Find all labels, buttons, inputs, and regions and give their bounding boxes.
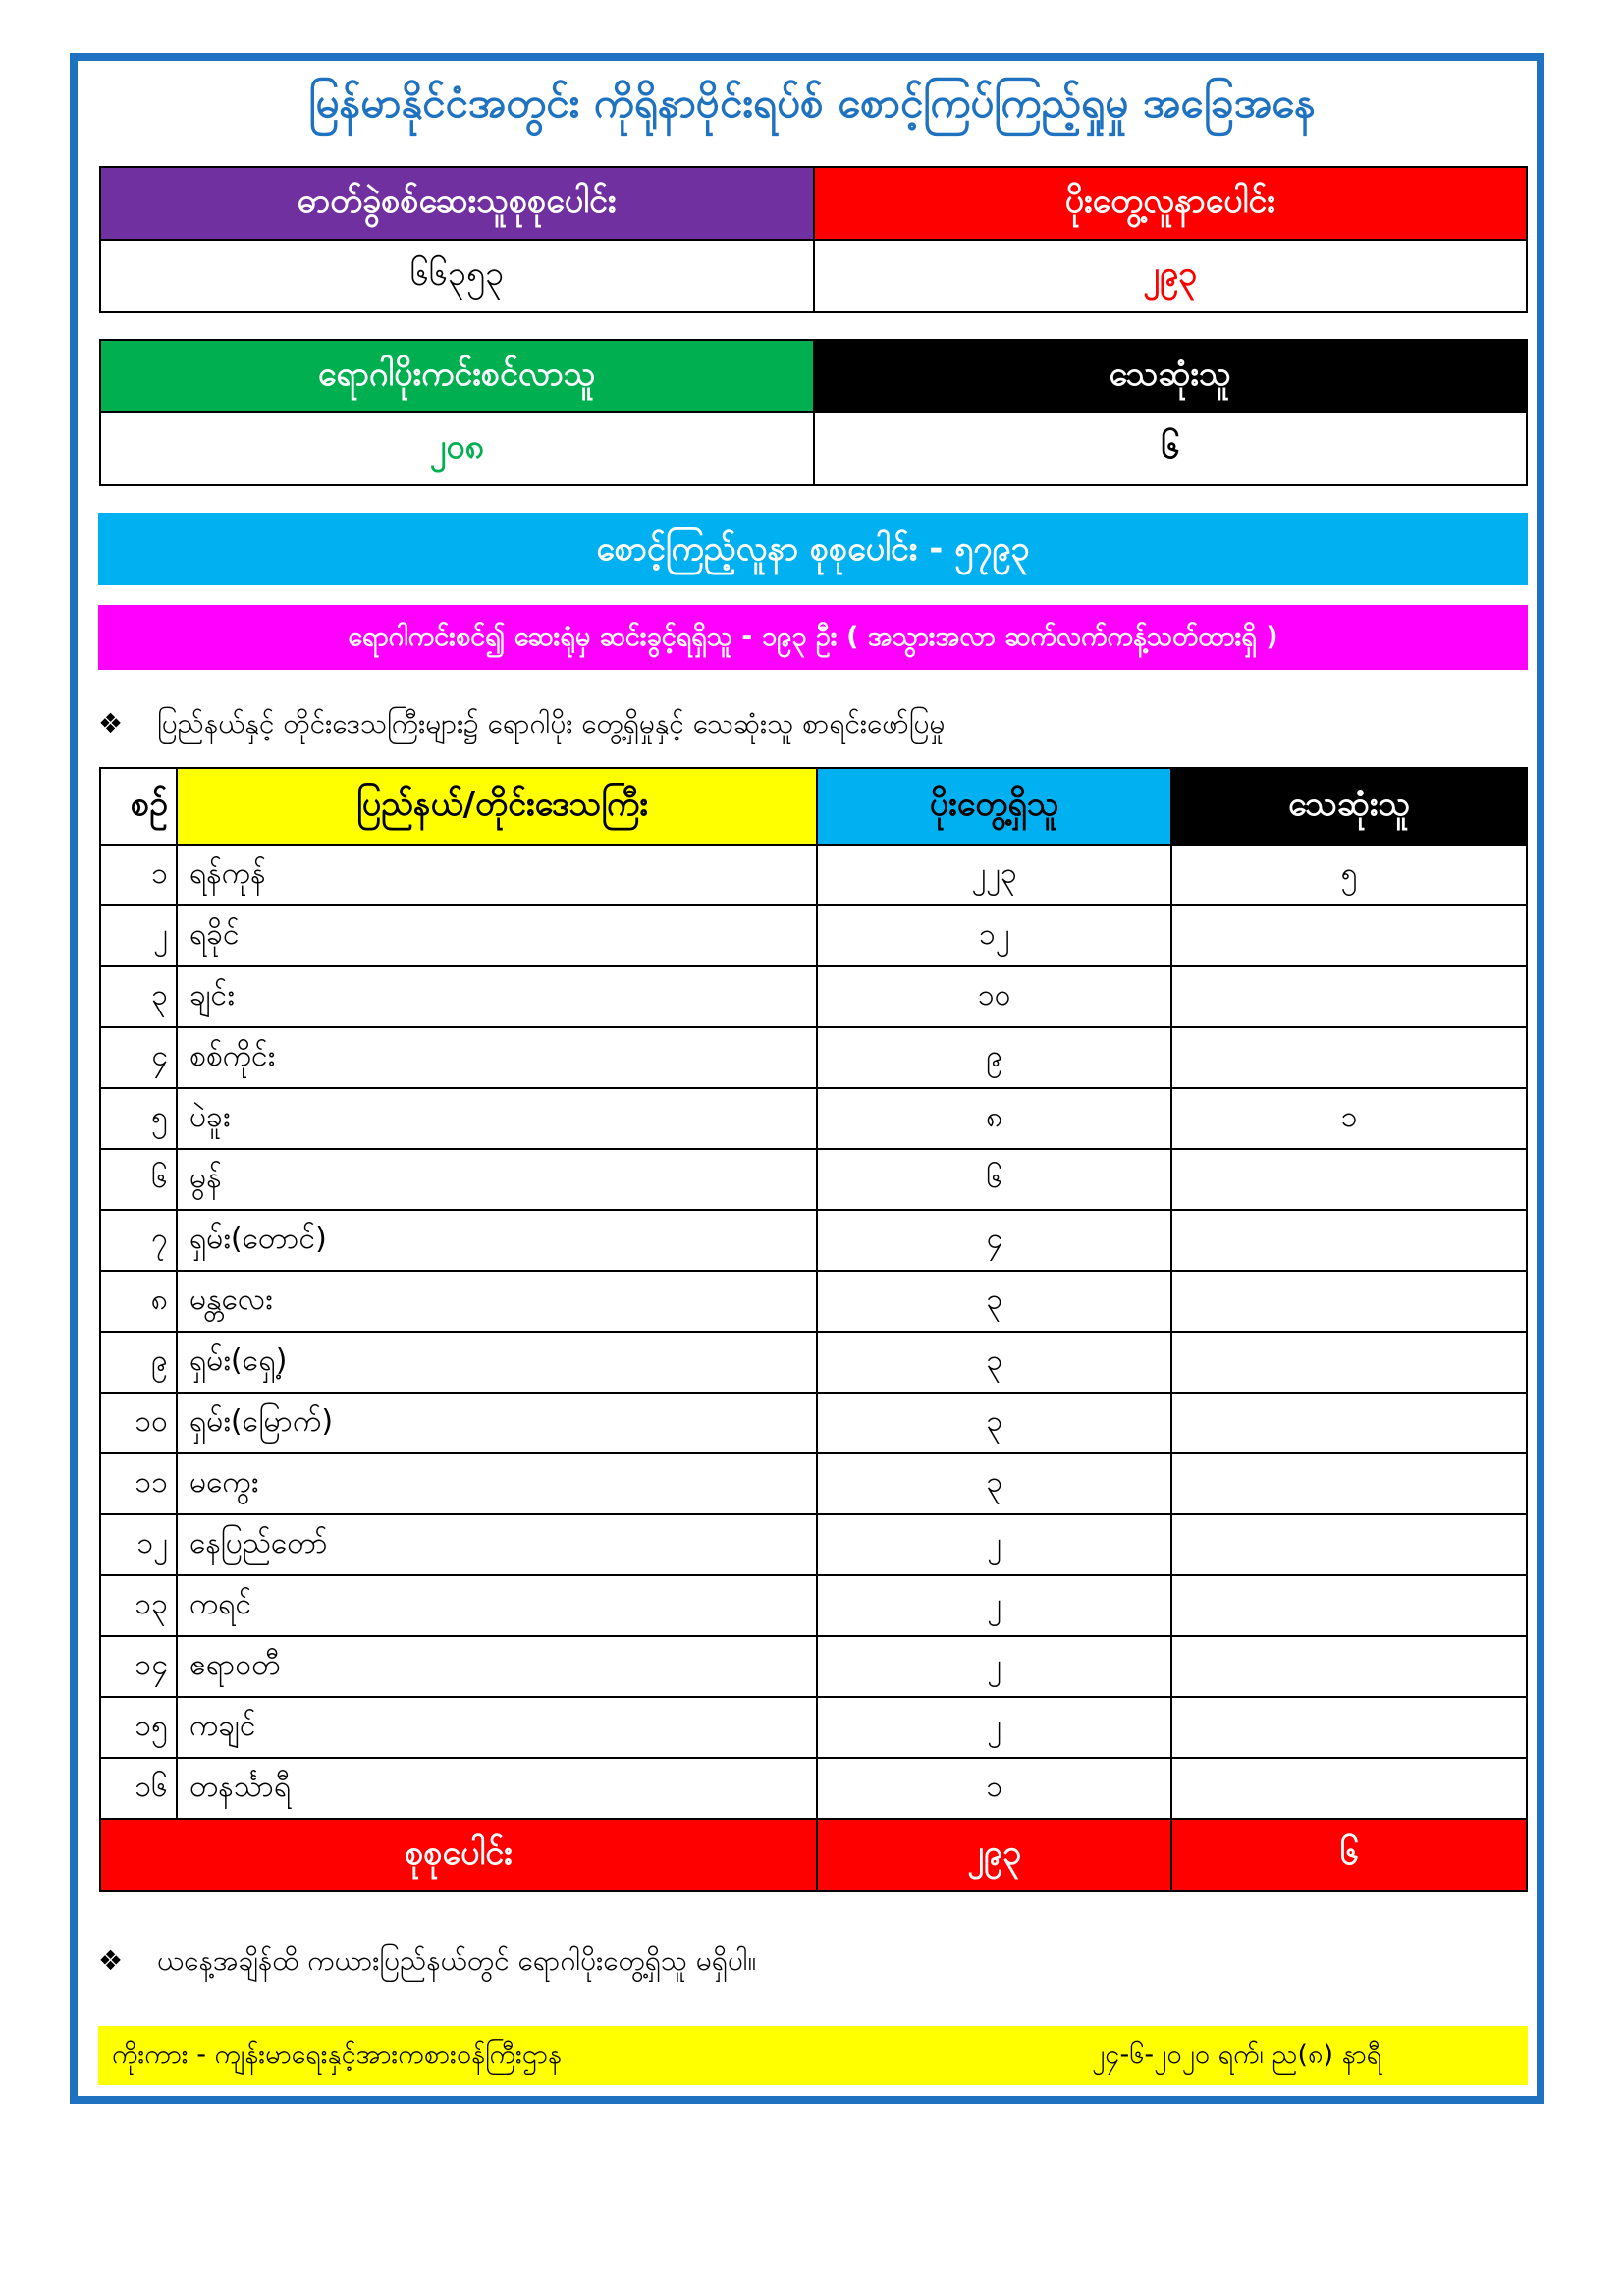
row-region: ဧရာဝတီ xyxy=(177,1636,817,1697)
row-region: ချင်း xyxy=(177,966,817,1027)
row-cases: ၃ xyxy=(817,1393,1171,1453)
bullet-icon: ❖ xyxy=(98,707,124,739)
kayah-note xyxy=(98,1942,756,1984)
row-no: ၁၄ xyxy=(100,1636,177,1697)
row-deaths xyxy=(1171,1271,1527,1332)
row-no: ၂ xyxy=(100,905,177,966)
row-no: ၁၆ xyxy=(100,1758,177,1819)
table-row xyxy=(100,1393,1527,1453)
row-no: ၁၂ xyxy=(100,1514,177,1575)
row-deaths: ၅ xyxy=(1171,845,1527,905)
footer-bar xyxy=(98,2026,1528,2085)
row-no: ၃ xyxy=(100,966,177,1027)
row-deaths xyxy=(1171,1514,1527,1575)
col-no-header: စဉ် xyxy=(100,768,177,845)
confirmed-value: ၂၉၃ xyxy=(814,240,1528,312)
row-no: ၇ xyxy=(100,1210,177,1271)
row-cases: ၁ xyxy=(817,1758,1171,1819)
row-cases: ၂ xyxy=(817,1514,1171,1575)
table-row xyxy=(100,1088,1527,1149)
kayah-note-text: ယနေ့အချိန်ထိ ကယားပြည်နယ်တွင် ရောဂါပိုးတွေ့ရှိသူ မရှိပါ။ xyxy=(157,1944,757,1977)
row-region: ပဲခူး xyxy=(177,1088,817,1149)
row-no: ၆ xyxy=(100,1149,177,1210)
table-row xyxy=(100,1697,1527,1758)
row-no: ၁၁ xyxy=(100,1453,177,1514)
row-deaths xyxy=(1171,905,1527,966)
row-cases: ၂ xyxy=(817,1697,1171,1758)
row-region: ရှမ်း(မြောက်) xyxy=(177,1393,817,1453)
row-no: ၁၀ xyxy=(100,1393,177,1453)
tested-confirmed-table xyxy=(99,166,1528,313)
recovered-label: ရောဂါပိုးကင်းစင်လာသူ xyxy=(100,340,814,412)
page-title: မြန်မာနိုင်ငံအတွင်း ကိုရိုနာဗိုင်းရပ်စ် စောင့်ကြပ်ကြည့်ရှုမှု အခြေအနေ xyxy=(308,79,1316,127)
row-deaths xyxy=(1171,1210,1527,1271)
row-deaths xyxy=(1171,1149,1527,1210)
row-region: စစ်ကိုင်း xyxy=(177,1027,817,1088)
row-no: ၁ xyxy=(100,845,177,905)
row-deaths: ၁ xyxy=(1171,1088,1527,1149)
table-row xyxy=(100,1636,1527,1697)
source-text: ကိုးကား - ကျန်းမာရေးနှင့်အားကစားဝန်ကြီးဌာန xyxy=(112,2040,562,2070)
row-no: ၈ xyxy=(100,1271,177,1332)
row-region: ရန်ကုန် xyxy=(177,845,817,905)
row-cases: ၆ xyxy=(817,1149,1171,1210)
row-region: ရှမ်း(တောင်) xyxy=(177,1210,817,1271)
row-cases: ၃ xyxy=(817,1332,1171,1393)
row-deaths xyxy=(1171,1393,1527,1453)
table-row xyxy=(100,1758,1527,1819)
table-row xyxy=(100,966,1527,1027)
row-region: ကရင် xyxy=(177,1575,817,1636)
row-cases: ၄ xyxy=(817,1210,1171,1271)
tested-value: ၆၆၃၅၃ xyxy=(100,240,814,312)
table-row xyxy=(100,1271,1527,1332)
row-cases: ၁၂ xyxy=(817,905,1171,966)
row-deaths xyxy=(1171,966,1527,1027)
monitoring-banner: စောင့်ကြည့်လူနာ စုစုပေါင်း - ၅၇၉၃ xyxy=(98,513,1528,585)
table-row xyxy=(100,1149,1527,1210)
table-row xyxy=(100,1575,1527,1636)
row-cases: ၈ xyxy=(817,1088,1171,1149)
discharged-banner: ရောဂါကင်းစင်၍ ဆေးရုံမှ ဆင်းခွင့်ရရှိသူ - ၁၉၃ ဦး ( အသွားအလာ ဆက်လက်ကန့်သတ်ထားရှိ ) xyxy=(98,605,1528,670)
recovered-value: ၂၀၈ xyxy=(100,412,814,485)
deaths-value: ၆ xyxy=(814,412,1528,485)
row-cases: ၂၂၃ xyxy=(817,845,1171,905)
row-cases: ၂ xyxy=(817,1636,1171,1697)
table-row xyxy=(100,1332,1527,1393)
row-cases: ၉ xyxy=(817,1027,1171,1088)
col-deaths-header: သေဆုံးသူ xyxy=(1171,768,1527,845)
table-row xyxy=(100,905,1527,966)
recovered-deaths-table xyxy=(99,339,1528,486)
row-region: မန္တလေး xyxy=(177,1271,817,1332)
total-cases: ၂၉၃ xyxy=(817,1819,1171,1891)
row-deaths xyxy=(1171,1575,1527,1636)
deaths-label: သေဆုံးသူ xyxy=(814,340,1528,412)
row-region: ရှမ်း(ရှေ့) xyxy=(177,1332,817,1393)
total-row xyxy=(100,1819,1527,1891)
row-deaths xyxy=(1171,1758,1527,1819)
row-no: ၉ xyxy=(100,1332,177,1393)
table-row xyxy=(100,1027,1527,1088)
row-cases: ၃ xyxy=(817,1453,1171,1514)
row-cases: ၁၀ xyxy=(817,966,1171,1027)
row-region: ရခိုင် xyxy=(177,905,817,966)
row-region: နေပြည်တော် xyxy=(177,1514,817,1575)
list-note xyxy=(98,705,945,746)
row-deaths xyxy=(1171,1332,1527,1393)
col-region-header: ပြည်နယ်/တိုင်းဒေသကြီး xyxy=(177,768,817,845)
row-region: မကွေး xyxy=(177,1453,817,1514)
total-deaths: ၆ xyxy=(1171,1819,1527,1891)
list-note-text: ပြည်နယ်နှင့် တိုင်းဒေသကြီးများ၌ ရောဂါပိုး တွေ့ရှိမှုနှင့် သေဆုံးသူ စာရင်းဖော်ပြမှု xyxy=(157,707,946,739)
table-row xyxy=(100,1453,1527,1514)
table-row xyxy=(100,845,1527,905)
row-deaths xyxy=(1171,1636,1527,1697)
col-cases-header: ပိုးတွေ့ရှိသူ xyxy=(817,768,1171,845)
row-deaths xyxy=(1171,1453,1527,1514)
row-no: ၄ xyxy=(100,1027,177,1088)
tested-label: ဓာတ်ခွဲစစ်ဆေးသူစုစုပေါင်း xyxy=(100,167,814,240)
row-deaths xyxy=(1171,1697,1527,1758)
region-table xyxy=(99,767,1528,1892)
total-label: စုစုပေါင်း xyxy=(100,1819,817,1891)
row-cases: ၃ xyxy=(817,1271,1171,1332)
row-no: ၅ xyxy=(100,1088,177,1149)
row-region: တနင်္သာရီ xyxy=(177,1758,817,1819)
row-region: မွန် xyxy=(177,1149,817,1210)
row-no: ၁၃ xyxy=(100,1575,177,1636)
row-no: ၁၅ xyxy=(100,1697,177,1758)
row-region: ကချင် xyxy=(177,1697,817,1758)
confirmed-label: ပိုးတွေ့လူနာပေါင်း xyxy=(814,167,1528,240)
table-row xyxy=(100,1514,1527,1575)
bullet-icon: ❖ xyxy=(98,1944,124,1977)
row-deaths xyxy=(1171,1027,1527,1088)
table-row xyxy=(100,1210,1527,1271)
date-text: ၂၄-၆-၂၀၂၀ ရက်၊ ည(၈) နာရီ xyxy=(1092,2040,1382,2070)
row-cases: ၂ xyxy=(817,1575,1171,1636)
